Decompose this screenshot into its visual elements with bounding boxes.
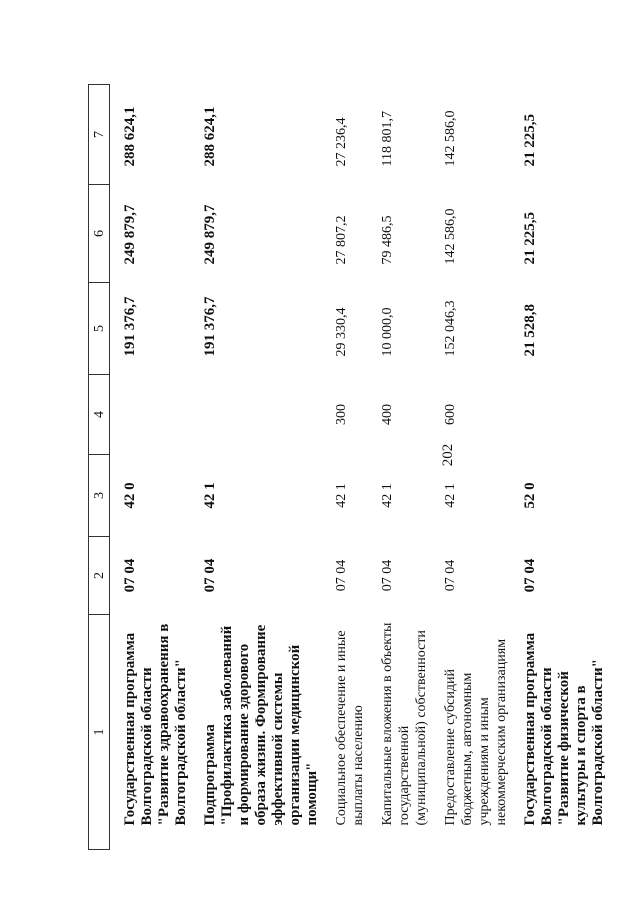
table-header-row xyxy=(89,85,110,850)
amount-col-6: 27 807,2 xyxy=(334,215,349,265)
column-header-4: 4 xyxy=(89,375,110,455)
section-code: 07 04 xyxy=(522,558,538,593)
table-row xyxy=(190,85,321,850)
amount-col-7: 118 801,7 xyxy=(380,111,395,167)
section-code: 07 04 xyxy=(443,559,458,592)
section-code: 07 04 xyxy=(202,558,218,593)
column-header-2: 2 xyxy=(89,537,110,615)
program-code: 42 1 xyxy=(202,482,218,509)
amount-col-5: 29 330,4 xyxy=(334,307,349,357)
amount-col-7: 288 624,1 xyxy=(122,106,138,167)
amount-col-5: 21 528,8 xyxy=(522,304,538,357)
row-name: Предоставление субсидий бюджетным, автономным учреждениям и иным некоммерческим организациям xyxy=(443,638,509,826)
row-name: Государственная программа Волгоградской области "Развитие здравоохранения в Волгоградской области" xyxy=(122,623,189,826)
row-name: Государственная программа Волгоградской области "Развитие физической культуры и спорта в Волгоградской области" xyxy=(522,632,606,826)
column-header-5: 5 xyxy=(89,283,110,375)
program-code: 52 0 xyxy=(522,482,538,509)
program-code: 42 1 xyxy=(380,483,395,508)
amount-col-5: 152 046,3 xyxy=(443,300,458,357)
table-row xyxy=(110,85,191,850)
column-header-6: 6 xyxy=(89,185,110,283)
expense-type-code: 600 xyxy=(443,404,458,425)
amount-col-6: 249 879,7 xyxy=(202,204,218,265)
amount-col-7: 21 225,5 xyxy=(522,114,538,167)
table-row xyxy=(510,85,607,850)
program-code: 42 1 xyxy=(443,483,458,508)
amount-col-7: 27 236,4 xyxy=(334,117,349,167)
budget-table xyxy=(88,84,607,850)
amount-col-6: 142 586,0 xyxy=(443,208,458,265)
section-code: 07 04 xyxy=(380,559,395,592)
amount-col-5: 191 376,7 xyxy=(122,296,138,357)
expense-type-code xyxy=(110,375,191,455)
amount-col-6: 21 225,5 xyxy=(522,212,538,265)
amount-col-7: 288 624,1 xyxy=(202,106,218,167)
section-code: 07 04 xyxy=(122,558,138,593)
row-name: Подпрограмма "Профилактика заболеваний и формирование здорового образа жизни. Формирование эффективной системы организации медицинской помощи" xyxy=(202,624,320,826)
program-code: 42 0 xyxy=(122,482,138,509)
row-name: Капитальные вложения в объекты государственной (муниципальной) собственности xyxy=(380,622,429,826)
amount-col-6: 79 486,5 xyxy=(380,215,395,265)
program-code: 42 1 xyxy=(334,483,349,508)
amount-col-6: 249 879,7 xyxy=(122,204,138,265)
amount-col-5: 10 000,0 xyxy=(380,307,395,357)
expense-type-code: 400 xyxy=(380,404,395,425)
table-row xyxy=(321,85,367,850)
amount-col-5: 191 376,7 xyxy=(202,296,218,357)
column-header-3: 3 xyxy=(89,455,110,537)
page-number: 202 xyxy=(440,443,456,467)
row-name: Социальное обеспечение и иные выплаты населению xyxy=(334,630,366,826)
expense-type-code xyxy=(510,375,607,455)
amount-col-7: 142 586,0 xyxy=(443,110,458,167)
expense-type-code xyxy=(190,375,321,455)
expense-type-code: 300 xyxy=(334,404,349,425)
table-row xyxy=(367,85,430,850)
column-header-7: 7 xyxy=(89,85,110,185)
table-row xyxy=(430,85,510,850)
column-header-1: 1 xyxy=(89,615,110,850)
section-code: 07 04 xyxy=(334,559,349,592)
